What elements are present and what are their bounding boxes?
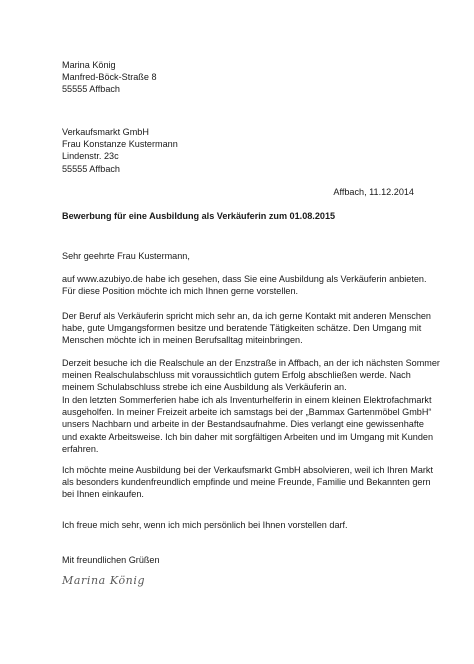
paragraph-line: habe, gute Umgangsformen besitze und beratende Tätigkeiten schätze. Den Umgang mit bbox=[62, 323, 422, 334]
paragraph-line: In den letzten Sommerferien habe ich als Inventurhelferin in einem kleinen Elektrofachmarkt bbox=[62, 395, 432, 405]
letter-date: Affbach, 11.12.2014 bbox=[333, 187, 414, 197]
letter-subject: Bewerbung für eine Ausbildung als Verkäuferin zum 01.08.2015 bbox=[62, 211, 336, 221]
paragraph-line: Der Beruf als Verkäuferin spricht mich sehr an, da ich gerne Kontakt mit anderen Menschen bbox=[62, 311, 431, 321]
paragraph-3 bbox=[62, 357, 440, 394]
paragraph-4 bbox=[62, 394, 433, 455]
paragraph-line: unsers Nachbarn und arbeite in der Bestandsaufnahme. Dies verlangt eine gewissenhafte bbox=[62, 419, 424, 430]
sender-name: Marina König bbox=[62, 60, 116, 70]
salutation: Sehr geehrte Frau Kustermann, bbox=[62, 251, 190, 261]
sender-address bbox=[62, 59, 157, 96]
paragraph-6 bbox=[62, 519, 348, 531]
paragraph-line: meinen Realschulabschluss mit voraussichtlich gutem Erfolg abschließen werde. Nach bbox=[62, 370, 411, 381]
recipient-person: Frau Konstanze Kustermann bbox=[62, 139, 178, 150]
sender-city: 55555 Affbach bbox=[62, 84, 120, 95]
paragraph-line: bei Ihnen einkaufen. bbox=[62, 489, 144, 500]
paragraph-line: Derzeit besuche ich die Realschule an der Enzstraße in Affbach, an der ich nächsten Sommer bbox=[62, 358, 440, 368]
paragraph-line: auf www.azubiyo.de habe ich gesehen, dass Sie eine Ausbildung als Verkäuferin anbieten. bbox=[62, 274, 427, 284]
handwritten-signature: Marina König bbox=[62, 574, 146, 587]
closing-phrase: Mit freundlichen Grüßen bbox=[62, 555, 160, 565]
paragraph-line: als besonders kundenfreundlich empfinde und meine Freunde, Familie und Bekannten gern bbox=[62, 477, 431, 488]
paragraph-line: ausgeholfen. In meiner Freizeit arbeite ich samstags bei der „Bammax Gartenmöbel GmbH“ bbox=[62, 407, 432, 418]
paragraph-line: Ich freue mich sehr, wenn ich mich persönlich bei Ihnen vorstellen darf. bbox=[62, 520, 348, 530]
paragraph-line: Ich möchte meine Ausbildung bei der Verkaufsmarkt GmbH absolvieren, weil ich Ihren Markt bbox=[62, 465, 433, 475]
paragraph-line: und exakte Arbeitsweise. Ich bin daher mit sorgfältigen Arbeiten und im Umgang mit Kunden bbox=[62, 431, 434, 442]
paragraph-line: Menschen möchte ich in meinen Berufsalltag miteinbringen. bbox=[62, 335, 303, 346]
recipient-street: Lindenstr. 23c bbox=[62, 151, 119, 162]
paragraph-2 bbox=[62, 310, 431, 347]
paragraph-1 bbox=[62, 273, 427, 297]
recipient-address bbox=[62, 126, 178, 175]
recipient-city: 55555 Affbach bbox=[62, 163, 120, 174]
paragraph-line: erfahren. bbox=[62, 443, 99, 454]
recipient-company: Verkaufsmarkt GmbH bbox=[62, 127, 149, 137]
paragraph-5 bbox=[62, 464, 433, 501]
sender-street: Manfred-Böck-Straße 8 bbox=[62, 72, 157, 83]
paragraph-line: meinem Schulabschluss strebe ich eine Ausbildung als Verkäuferin an. bbox=[62, 382, 347, 393]
paragraph-line: Für diese Position möchte ich mich Ihnen gerne vorstellen. bbox=[62, 286, 299, 297]
